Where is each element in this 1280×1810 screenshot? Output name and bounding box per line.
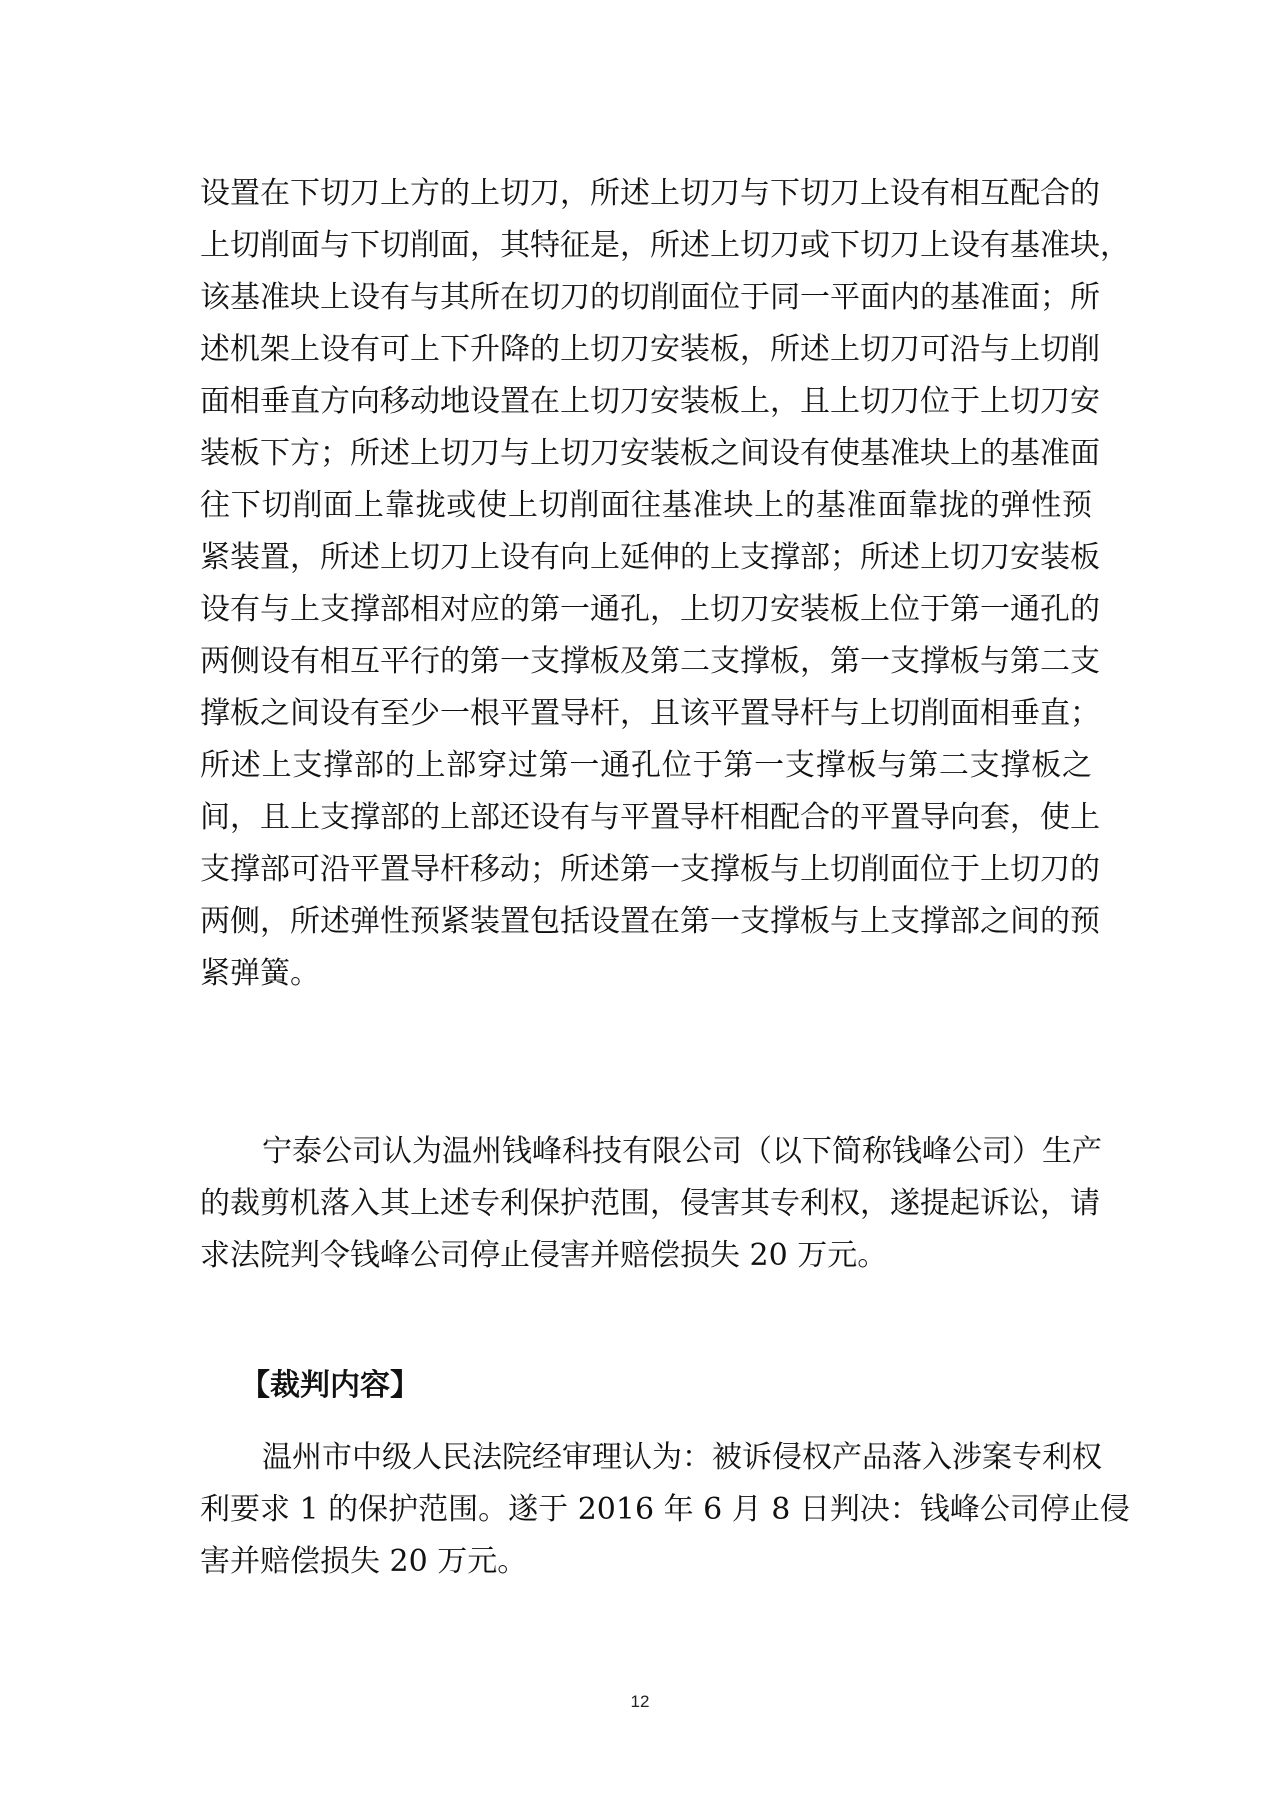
text-line: 紧装置，所述上切刀上设有向上延伸的上支撑部；所述上切刀安装板 <box>200 540 1100 575</box>
patent-claim-paragraph <box>200 168 1130 1000</box>
text-line: 紧弹簧。 <box>200 956 320 991</box>
plaintiff-claim-paragraph <box>200 1126 1102 1282</box>
text-line: 的裁剪机落入其上述专利保护范围，侵害其专利权，遂提起诉讼，请 <box>200 1186 1100 1221</box>
text-line: 支撑部可沿平置导杆移动；所述第一支撑板与上切削面位于上切刀的 <box>200 852 1100 887</box>
text-line: 所述上支撑部的上部穿过第一通孔位于第一支撑板与第二支撑板之 <box>200 748 1092 783</box>
text-line: 述机架上设有可上下升降的上切刀安装板，所述上切刀可沿与上切削 <box>200 332 1100 367</box>
page-number: 12 <box>630 1692 650 1711</box>
text-line: 害并赔偿损失 20 万元。 <box>200 1544 528 1579</box>
text-line: 利要求 1 的保护范围。遂于 2016 年 6 月 8 日判决：钱峰公司停止侵 <box>200 1492 1130 1527</box>
section-heading-block <box>200 1360 1092 1412</box>
text-line: 间，且上支撑部的上部还设有与平置导杆相配合的平置导向套，使上 <box>200 800 1100 835</box>
judgment-paragraph <box>200 1432 1130 1588</box>
text-line: 求法院判令钱峰公司停止侵害并赔偿损失 20 万元。 <box>200 1238 888 1273</box>
text-line: 温州市中级人民法院经审理认为：被诉侵权产品落入涉案专利权 <box>262 1440 1102 1475</box>
text-line: 该基准块上设有与其所在切刀的切削面位于同一平面内的基准面；所 <box>200 280 1100 315</box>
text-line: 宁泰公司认为温州钱峰科技有限公司（以下简称钱峰公司）生产 <box>262 1134 1102 1169</box>
text-line: 面相垂直方向移动地设置在上切刀安装板上，且上切刀位于上切刀安 <box>200 384 1100 419</box>
text-line: 往下切削面上靠拢或使上切削面往基准块上的基准面靠拢的弹性预 <box>200 488 1092 523</box>
section-heading: 【裁判内容】 <box>240 1368 420 1403</box>
text-line: 两侧设有相互平行的第一支撑板及第二支撑板，第一支撑板与第二支 <box>200 644 1100 679</box>
text-line: 两侧，所述弹性预紧装置包括设置在第一支撑板与上支撑部之间的预 <box>200 904 1100 939</box>
text-line: 设有与上支撑部相对应的第一通孔，上切刀安装板上位于第一通孔的 <box>200 592 1100 627</box>
text-line: 装板下方；所述上切刀与上切刀安装板之间设有使基准块上的基准面 <box>200 436 1100 471</box>
text-line: 设置在下切刀上方的上切刀，所述上切刀与下切刀上设有相互配合的 <box>200 176 1100 211</box>
text-line: 撑板之间设有至少一根平置导杆，且该平置导杆与上切削面相垂直； <box>200 696 1100 731</box>
text-line: 上切削面与下切削面，其特征是，所述上切刀或下切刀上设有基准块， <box>200 228 1130 263</box>
